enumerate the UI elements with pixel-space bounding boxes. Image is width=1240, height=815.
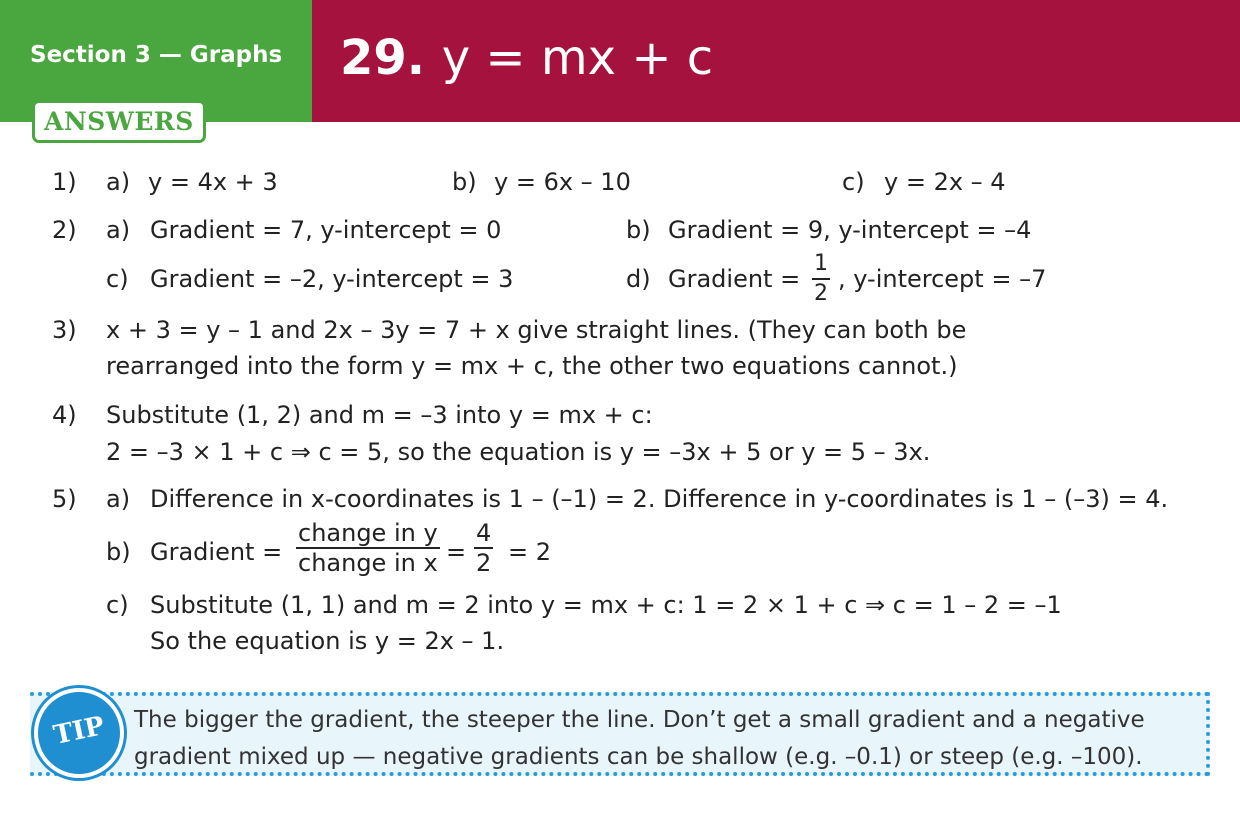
- question-2-number: 2): [52, 216, 77, 244]
- fraction-numerator: 4: [476, 519, 492, 547]
- q5-b-fraction-1: [296, 519, 440, 577]
- tip-line-2: gradient mixed up — negative gradients can be shallow (e.g. –0.1) or steep (e.g. –100).: [134, 744, 1143, 770]
- q3-line-1: x + 3 = y – 1 and 2x – 3y = 7 + x give straight lines. (They can both be: [106, 316, 967, 344]
- q1-a-label: a): [106, 168, 131, 196]
- q2-b-answer: Gradient = 9, y-intercept = –4: [668, 216, 1032, 244]
- q2-b-label: b): [626, 216, 651, 244]
- q5-a-answer: Difference in x-coordinates is 1 – (–1) = 2. Difference in y-coordinates is 1 – (–3) = 4.: [150, 485, 1169, 513]
- q1-c-answer: y = 2x – 4: [884, 168, 1006, 196]
- question-4-number: 4): [52, 401, 77, 429]
- q2-d-prefix: Gradient =: [668, 265, 801, 293]
- fraction-denominator: 2: [476, 549, 492, 577]
- page-title-number: 29.: [340, 30, 426, 86]
- section-label: Section 3 — Graphs: [30, 42, 283, 68]
- q5-b-result: = 2: [508, 538, 552, 566]
- q5-b-fraction-2: [474, 519, 493, 577]
- q5-a-label: a): [106, 485, 131, 513]
- q5-b-equals: =: [446, 538, 467, 566]
- q2-d-label: d): [626, 265, 651, 293]
- q1-b-label: b): [452, 168, 477, 196]
- q2-d-fraction: [812, 250, 830, 308]
- question-1-number: 1): [52, 168, 77, 196]
- question-5-number: 5): [52, 485, 77, 513]
- q3-line-2: rearranged into the form y = mx + c, the other two equations cannot.): [106, 352, 958, 380]
- q5-b-prefix: Gradient =: [150, 538, 283, 566]
- q2-a-answer: Gradient = 7, y-intercept = 0: [150, 216, 502, 244]
- q1-c-label: c): [842, 168, 865, 196]
- tip-line-1: The bigger the gradient, the steeper the line. Don’t get a small gradient and a negative: [134, 707, 1145, 733]
- q5-c-line-1: Substitute (1, 1) and m = 2 into y = mx + c: 1 = 2 × 1 + c ⇒ c = 1 – 2 = –1: [150, 591, 1062, 619]
- q4-line-1: Substitute (1, 2) and m = –3 into y = mx + c:: [106, 401, 653, 429]
- q5-b-label: b): [106, 538, 131, 566]
- q4-line-2: 2 = –3 × 1 + c ⇒ c = 5, so the equation is y = –3x + 5 or y = 5 – 3x.: [106, 438, 931, 466]
- fraction-denominator: change in x: [298, 549, 438, 577]
- tip-badge-label: TIP: [50, 711, 108, 751]
- q1-b-answer: y = 6x – 10: [494, 168, 631, 196]
- q2-c-answer: Gradient = –2, y-intercept = 3: [150, 265, 514, 293]
- fraction-numerator: 1: [812, 250, 830, 280]
- question-3-number: 3): [52, 316, 77, 344]
- q5-c-line-2: So the equation is y = 2x – 1.: [150, 627, 505, 655]
- q2-a-label: a): [106, 216, 131, 244]
- fraction-denominator: 2: [814, 281, 828, 306]
- q1-a-answer: y = 4x + 3: [148, 168, 278, 196]
- page-title: [340, 30, 713, 86]
- fraction-numerator: change in y: [298, 519, 438, 547]
- q2-d-suffix: , y-intercept = –7: [838, 265, 1047, 293]
- answers-badge: ANSWERS: [32, 100, 206, 143]
- page-title-equation: y = mx + c: [441, 30, 714, 86]
- q5-c-label: c): [106, 591, 129, 619]
- q2-c-label: c): [106, 265, 129, 293]
